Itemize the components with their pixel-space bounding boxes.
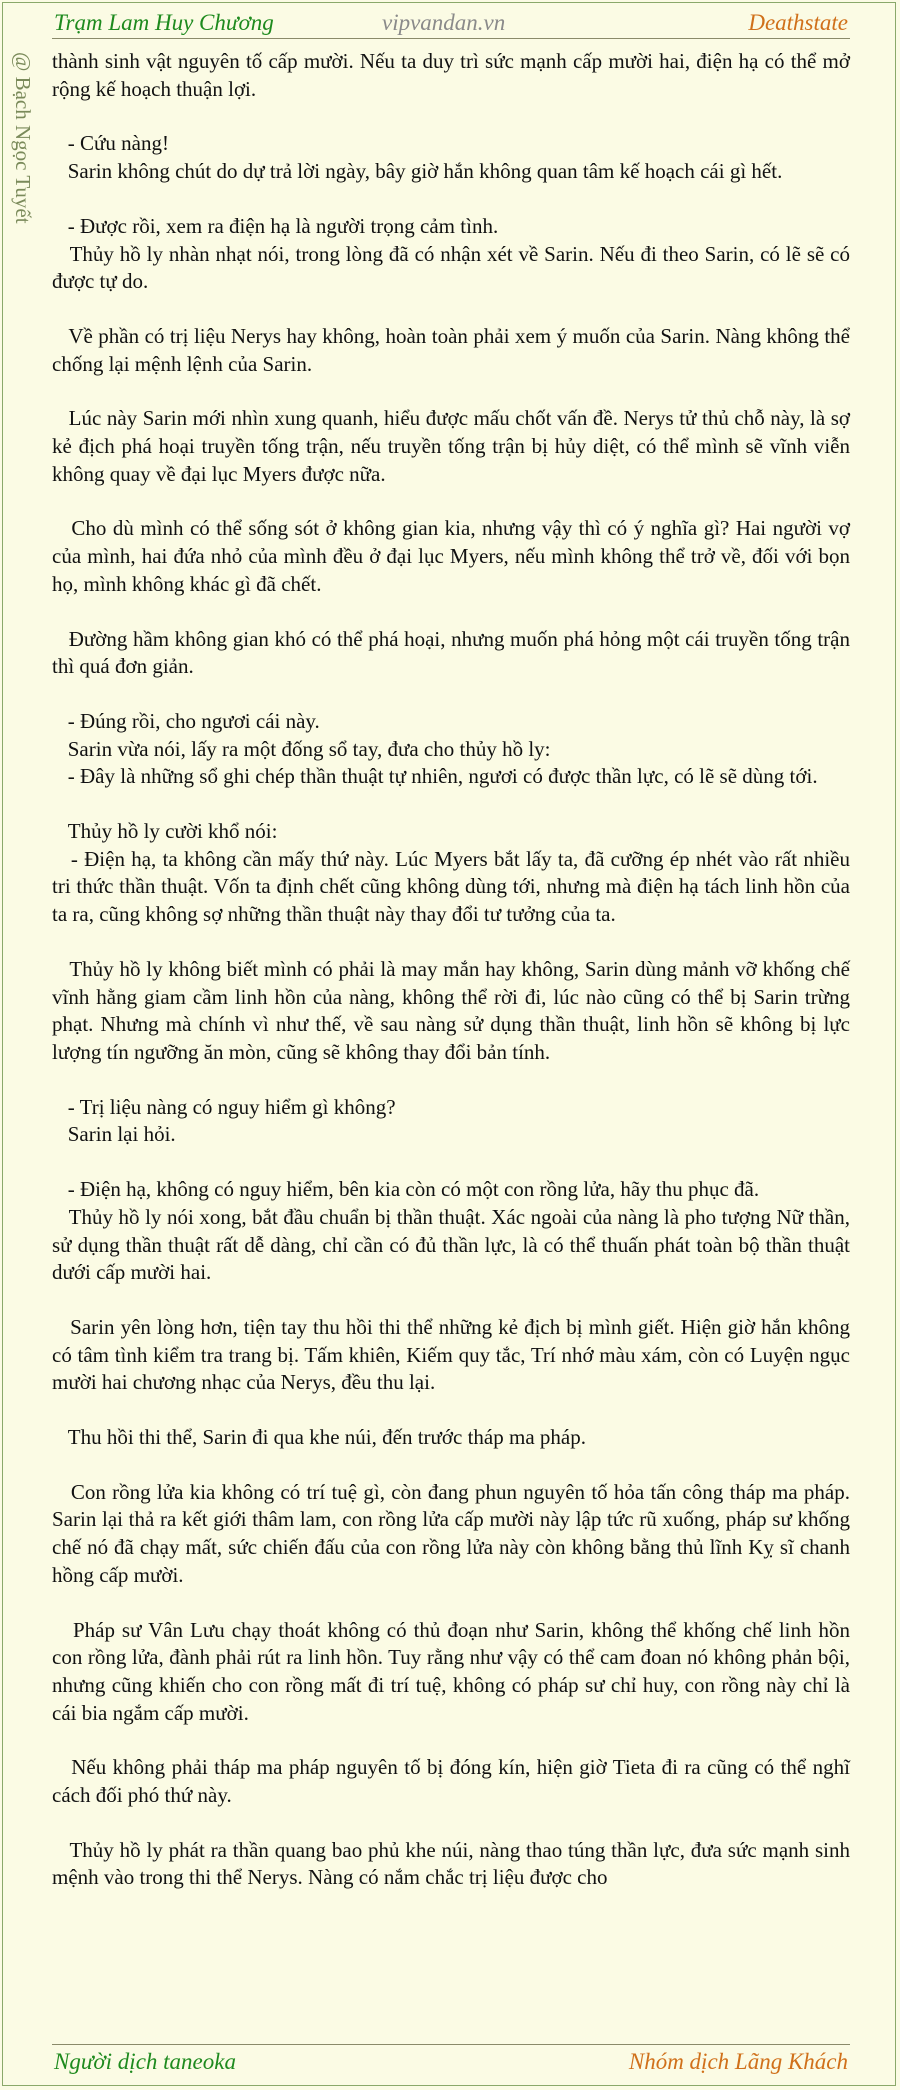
header-website[interactable]: vipvandan.vn — [382, 10, 506, 35]
footer-translator: Người dịch taneoka — [54, 2049, 236, 2074]
side-watermark — [8, 52, 38, 302]
paragraph: Thủy hồ ly không biết mình có phải là may mắn hay không, Sarin dùng mảnh vỡ khống chế vĩnh hằng giam cầm linh hồn của nàng, không thể rời đi, lúc nào cũng có thể bị Sarin trừng phạt. Nhưng mà chính vì như thế, về sau nàng sử dụng thần thuật, linh hồn sẽ không bị lực lượng tín ngưỡng ăn mòn, cũng sẽ không thay đổi bản tính. — [52, 956, 850, 1064]
chapter-text — [52, 48, 850, 1892]
header-book-title: Deathstate — [748, 10, 848, 35]
paragraph: - Cứu nàng! — [52, 131, 169, 156]
paragraph: - Điện hạ, ta không cần mấy thứ này. Lúc Myers bắt lấy ta, đã cưỡng ép nhét vào rất nhiều tri thức thần thuật. Vốn ta định chết cũng không dùng tới, nhưng mà điện hạ tách linh hồn của ta ra, cũng không sợ những thần thuật này thay đổi tư tưởng của ta. — [52, 846, 850, 927]
paragraph: Thủy hồ ly cười khổ nói: — [52, 819, 278, 844]
paragraph: thành sinh vật nguyên tố cấp mười. Nếu ta duy trì sức mạnh cấp mười hai, điện hạ có thể mở rộng kế hoạch thuận lợi. — [52, 49, 850, 101]
paragraph: Sarin lại hỏi. — [52, 1122, 176, 1147]
paragraph: Đường hầm không gian khó có thể phá hoại, nhưng muốn phá hỏng một cái truyền tống trận thì quá đơn giản. — [52, 626, 850, 679]
paragraph: - Đây là những sổ ghi chép thần thuật tự nhiên, ngươi có được thần lực, có lẽ sẽ dùng tới. — [52, 764, 818, 789]
paragraph: Cho dù mình có thể sống sót ở không gian kia, nhưng vậy thì có ý nghĩa gì? Hai người vợ của mình, hai đứa nhỏ của mình đều ở đại lục Myers, nếu mình không thể trở về, đối với bọn họ, mình không khác gì đã chết. — [52, 516, 850, 596]
paragraph: - Trị liệu nàng có nguy hiểm gì không? — [52, 1094, 396, 1119]
paragraph: Thủy hồ ly nhàn nhạt nói, trong lòng đã có nhận xét về Sarin. Nếu đi theo Sarin, có lẽ sẽ có được tự do. — [52, 241, 850, 294]
page-header — [52, 8, 850, 39]
paragraph: Con rồng lửa kia không có trí tuệ gì, còn đang phun nguyên tố hỏa tấn công tháp ma pháp. Sarin lại thả ra kết giới thâm lam, con rồng lửa cấp mười này lập tức rũ xuống, pháp sư khống chế nó đã chạy mất, sức chiến đấu của con rồng lửa này còn không bằng thủ lĩnh Kỵ sĩ chanh hồng cấp mười. — [52, 1479, 850, 1587]
paragraph: Thủy hồ ly nói xong, bắt đầu chuẩn bị thần thuật. Xác ngoài của nàng là pho tượng Nữ thần, sử dụng thần thuật rất dễ dàng, chỉ cần có đủ thần lực, là có thể thuấn phát toàn bộ thần thuật dưới cấp mười hai. — [52, 1204, 850, 1285]
paragraph: Lúc này Sarin mới nhìn xung quanh, hiểu được mấu chốt vấn đề. Nerys tử thủ chỗ này, là sợ kẻ địch phá hoại truyền tống trận, nếu truyền tống trận bị hủy diệt, có thể mình sẽ vĩnh viễn không quay về đại lục Myers được nữa. — [52, 406, 850, 486]
paragraph: Pháp sư Vân Lưu chạy thoát không có thủ đoạn như Sarin, không thể khống chế linh hồn con rồng lửa, đành phải rút ra linh hồn. Tuy rằng như vậy có thể cam đoan nó không phản bội, nhưng cũng khiến cho con rồng mất đi trí tuệ, không có pháp sư chỉ huy, con rồng này chỉ là cái bia ngắm cấp mười. — [52, 1617, 850, 1725]
paragraph: Sarin yên lòng hơn, tiện tay thu hồi thi thể những kẻ địch bị mình giết. Hiện giờ hắn không có tâm tình kiểm tra trang bị. Tấm khiên, Kiếm quy tắc, Trí nhớ màu xám, còn có Luyện ngục mười hai chương nhạc của Nerys, đều thu lại. — [52, 1314, 850, 1395]
side-author-label: @ Bạch Ngọc Tuyết — [11, 52, 35, 224]
paragraph: Về phần có trị liệu Nerys hay không, hoàn toàn phải xem ý muốn của Sarin. Nàng không thể chống lại mệnh lệnh của Sarin. — [52, 323, 850, 376]
header-site-name: Trạm Lam Huy Chương — [54, 10, 274, 35]
paragraph: - Điện hạ, không có nguy hiểm, bên kia còn có một con rồng lửa, hãy thu phục đã. — [52, 1177, 760, 1202]
paragraph: Sarin vừa nói, lấy ra một đống sổ tay, đưa cho thủy hồ ly: — [52, 736, 551, 761]
paragraph: Thủy hồ ly phát ra thần quang bao phủ khe núi, nàng thao túng thần lực, đưa sức mạnh sinh mệnh vào trong thi thể Nerys. Nàng có nắm chắc trị liệu được cho — [52, 1837, 850, 1890]
footer-translation-group: Nhóm dịch Lãng Khách — [628, 2049, 848, 2074]
paragraph: Sarin không chút do dự trả lời ngày, bây giờ hắn không quan tâm kế hoạch cái gì hết. — [52, 159, 783, 184]
paragraph: Thu hồi thi thể, Sarin đi qua khe núi, đến trước tháp ma pháp. — [52, 1425, 586, 1450]
paragraph: - Đúng rồi, cho ngươi cái này. — [52, 708, 320, 733]
page-footer — [52, 2044, 850, 2079]
paragraph: Nếu không phải tháp ma pháp nguyên tố bị đóng kín, hiện giờ Tieta đi ra cũng có thể nghĩ cách đối phó thứ này. — [52, 1755, 850, 1808]
paragraph: - Được rồi, xem ra điện hạ là người trọng cảm tình. — [52, 213, 499, 238]
